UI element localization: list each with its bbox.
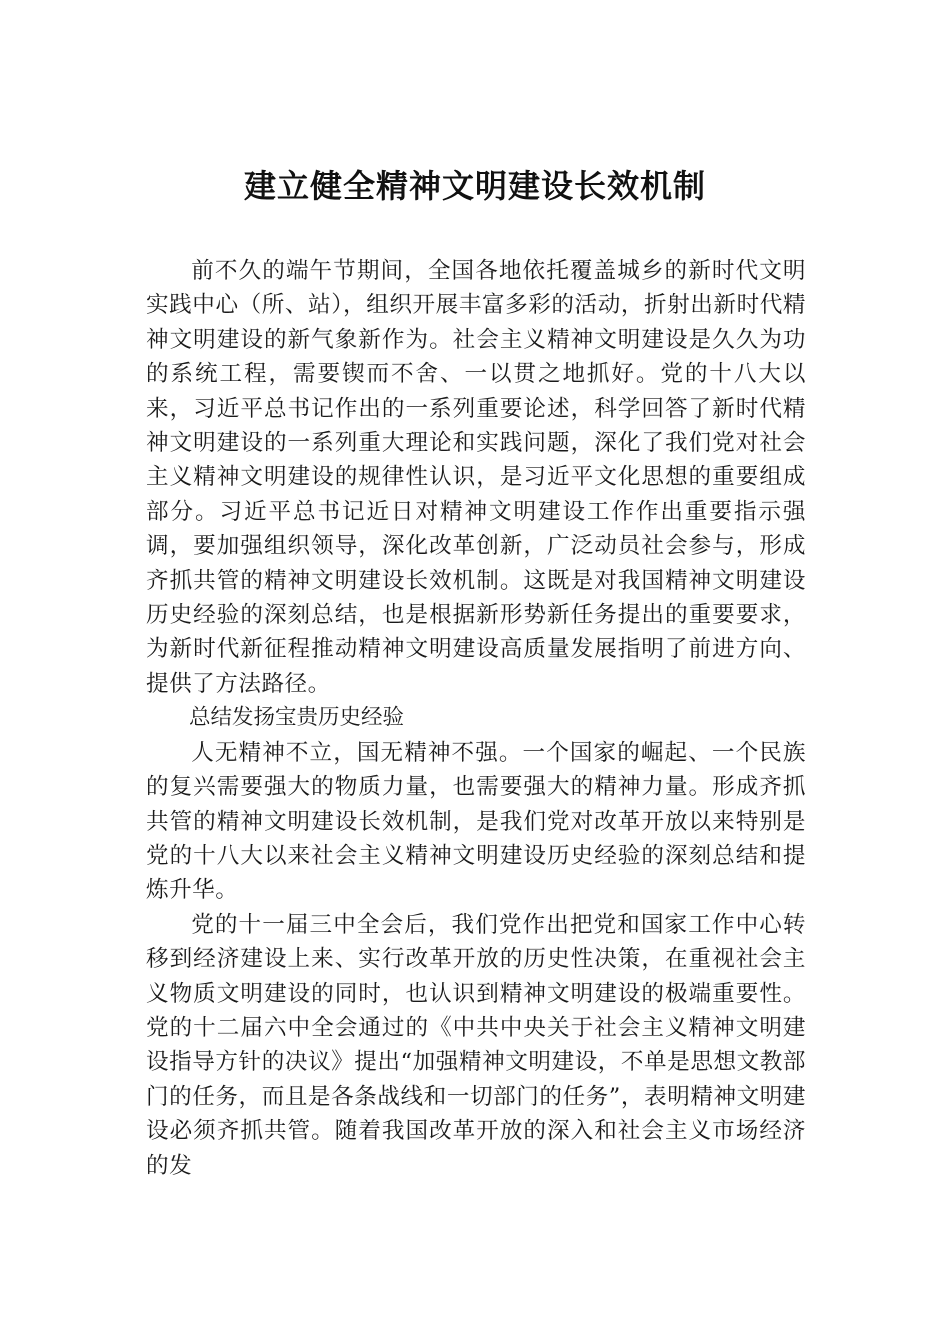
document-title: 建立健全精神文明建设长效机制 xyxy=(243,167,706,205)
document-body xyxy=(146,254,806,1183)
section-heading: 总结发扬宝贵历史经验 xyxy=(189,705,405,731)
paragraph-intro: 前不久的端午节期间，全国各地依托覆盖城乡的新时代文明实践中心（所、站），组织开展丰富多彩的活动，折射出新时代精神文明建设的新气象新作为。社会主义精神文明建设是久久为功的系统工程，需要锲而不舍、一以贯之地抓好。党的十八大以来，习近平总书记作出的一系列重要论述，科学回答了新时代精神文明建设的一系列重大理论和实践问题，深化了我们党对社会主义精神文明建设的规律性认识，是习近平文化思想的重要组成部分。习近平总书记近日对精神文明建设工作作出重要指示强调，要加强组织领导，深化改革创新，广泛动员社会参与，形成齐抓共管的精神文明建设长效机制。这既是对我国精神文明建设历史经验的深刻总结，也是根据新形势新任务提出的重要要求，为新时代新征程推动精神文明建设高质量发展指明了前进方向、提供了方法路径。 xyxy=(146,258,806,697)
paragraph: 人无精神不立，国无精神不强。一个国家的崛起、一个民族的复兴需要强大的物质力量，也需要强大的精神力量。形成齐抓共管的精神文明建设长效机制，是我们党对改革开放以来特别是党的十八大以来社会主义精神文明建设历史经验的深刻总结和提炼升华。 xyxy=(146,739,806,904)
paragraph: 党的十一届三中全会后，我们党作出把党和国家工作中心转移到经济建设上来、实行改革开放的历史性决策，在重视社会主义物质文明建设的同时，也认识到精神文明建设的极端重要性。党的十二届六中全会通过的《中共中央关于社会主义精神文明建设指导方针的决议》提出“加强精神文明建设，不单是思想文教部门的任务，而且是各条战线和一切部门的任务”，表明精神文明建设必须齐抓共管。随着我国改革开放的深入和社会主义市场经济的发 xyxy=(146,911,806,1179)
